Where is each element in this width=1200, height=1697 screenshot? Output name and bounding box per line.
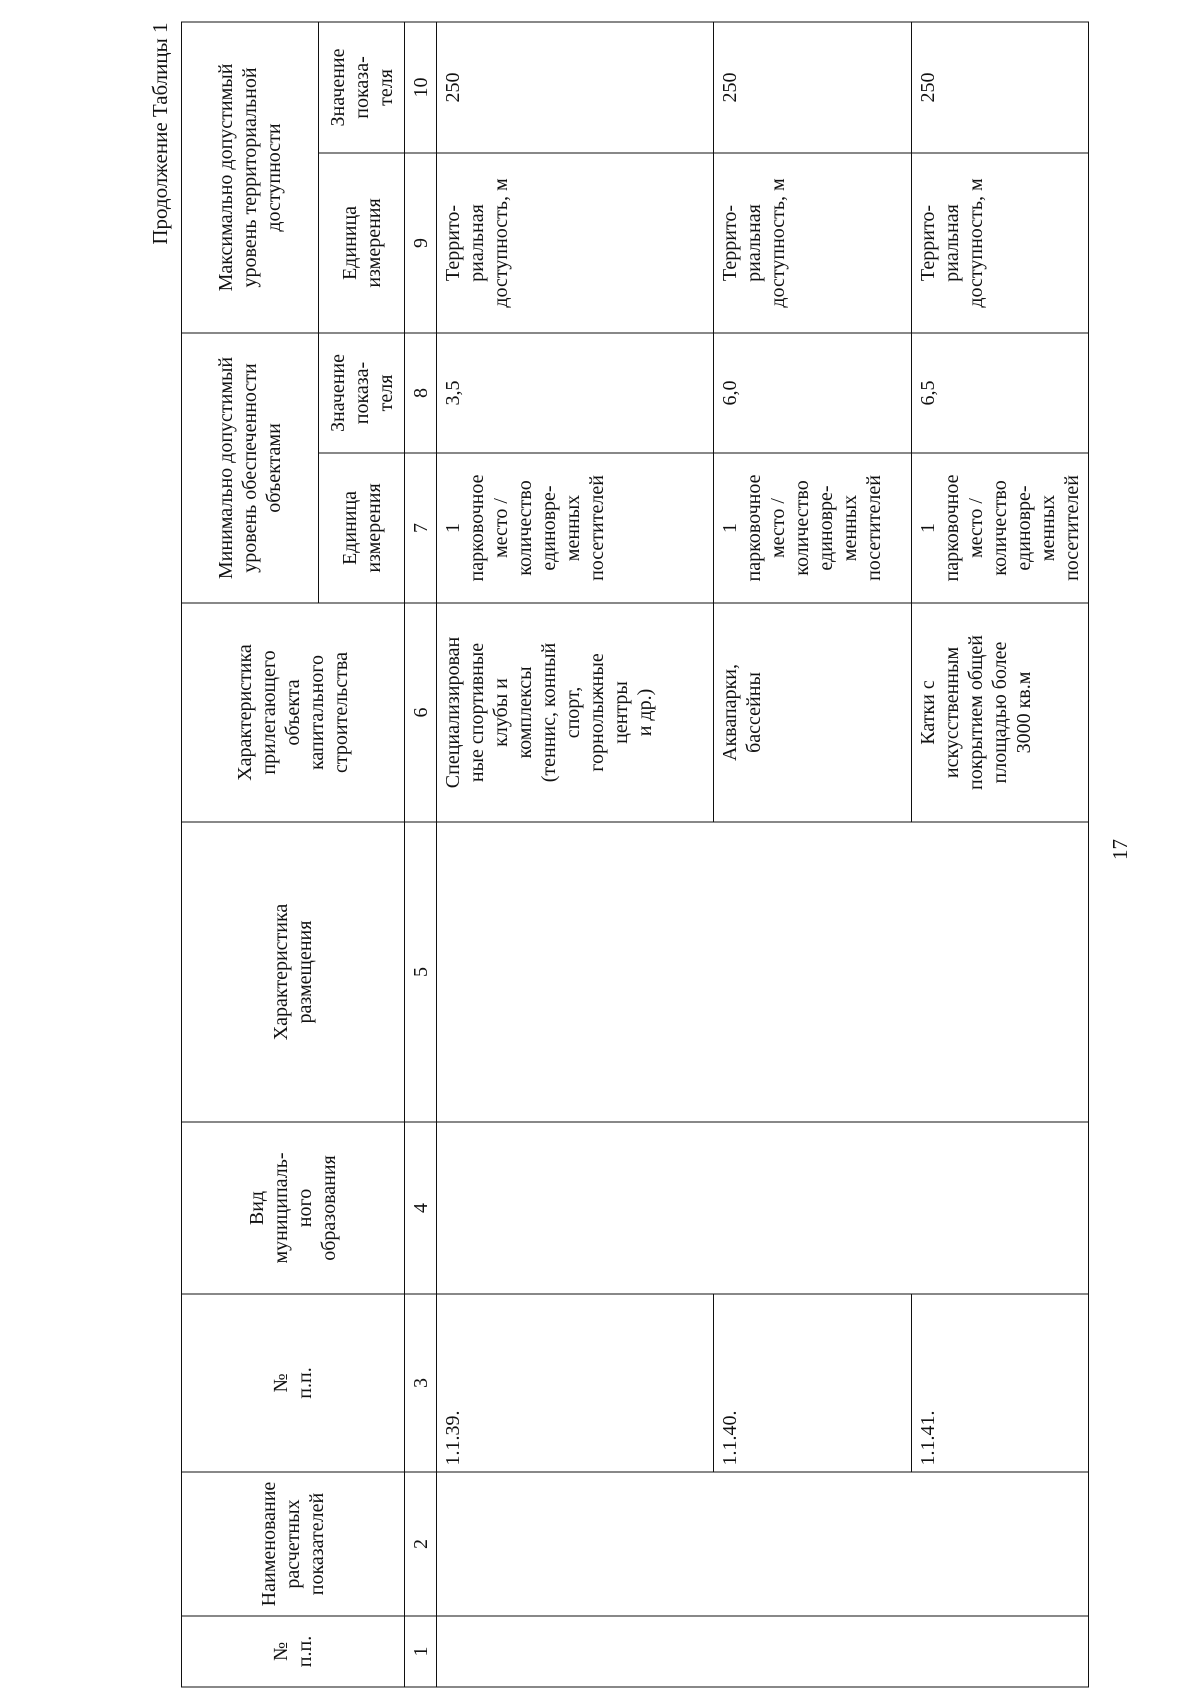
header-group-max	[182, 22, 319, 333]
text-line: Аквапарки,	[719, 664, 741, 761]
text-line: единовре-	[815, 485, 837, 571]
standards-table	[181, 21, 1089, 1687]
header-col4	[182, 1122, 405, 1294]
max-value: 250	[714, 22, 912, 153]
text-line: доступность, м	[767, 178, 789, 308]
text-line: расчетных	[282, 1499, 304, 1589]
text-line: парковочное	[743, 474, 765, 582]
text-line: объекта	[282, 679, 304, 746]
max-value: 250	[912, 22, 1089, 153]
col-number: 9	[405, 153, 437, 333]
text-line: Катки с	[917, 680, 939, 745]
text-line: измерения	[362, 483, 385, 573]
min-unit	[912, 453, 1089, 603]
text-line: риальная	[466, 204, 488, 282]
text-line: место /	[965, 498, 987, 558]
text-line: Минимально допустимый	[215, 356, 237, 580]
text-line: измерения	[362, 198, 385, 288]
text-line: 1	[917, 523, 939, 533]
header-col3	[182, 1294, 405, 1472]
text-line: Террито-	[719, 204, 741, 282]
text-line: спорт,	[562, 686, 584, 739]
min-value: 6,5	[912, 333, 1089, 453]
text-line: (теннис, конный	[538, 642, 560, 783]
text-line: Террито-	[917, 204, 939, 282]
text-line: №	[270, 1373, 292, 1393]
col-number: 4	[405, 1122, 437, 1294]
text-line: 1	[719, 523, 741, 533]
text-line: искусственным	[941, 646, 963, 779]
header-col6	[182, 603, 405, 822]
max-unit	[714, 153, 912, 333]
text-line: п.п.	[294, 1635, 316, 1668]
text-line: ные спортивные	[466, 642, 488, 783]
cell-empty-col4	[437, 1122, 1089, 1294]
text-line: парковочное	[941, 474, 963, 582]
max-unit	[437, 153, 714, 333]
col-number: 3	[405, 1294, 437, 1472]
text-line: Наименование	[258, 1481, 280, 1607]
text-line: парковочное	[466, 474, 488, 582]
text-line: Единица	[338, 205, 361, 281]
text-line: комплексы	[514, 666, 536, 759]
text-line: строительства	[330, 652, 352, 773]
col-number: 7	[405, 453, 437, 603]
object-characteristic	[437, 603, 714, 822]
header-max-value	[319, 22, 405, 153]
cell-empty-col1	[437, 1616, 1089, 1687]
text-line: клубы и	[490, 678, 512, 747]
min-value: 3,5	[437, 333, 714, 453]
text-line: показателей	[306, 1492, 328, 1596]
text-line: место /	[767, 498, 789, 558]
text-line: объектами	[263, 423, 285, 513]
text-line: уровень территориальной	[239, 67, 261, 288]
row-number: 1.1.39.	[437, 1294, 714, 1472]
text-line: и др.)	[634, 688, 656, 737]
text-line: показа-	[350, 56, 373, 119]
text-line: единовре-	[538, 485, 560, 571]
text-line: менных	[839, 494, 861, 562]
max-value: 250	[437, 22, 714, 153]
text-line: прилегающего	[258, 650, 280, 775]
text-line: посетителей	[863, 475, 885, 581]
text-line: п.п.	[294, 1367, 316, 1399]
text-line: уровень обеспеченности	[239, 363, 261, 573]
text-line: теля	[374, 69, 397, 106]
col-number: 1	[405, 1616, 437, 1687]
text-line: доступности	[263, 123, 285, 232]
max-unit	[912, 153, 1089, 333]
text-line: показа-	[350, 361, 373, 425]
col-number: 10	[405, 22, 437, 153]
text-line: муниципаль-	[270, 1152, 292, 1264]
column-number-row	[405, 22, 437, 1687]
text-line: ного	[294, 1188, 316, 1228]
text-line: менных	[562, 494, 584, 562]
header-group-min	[182, 333, 319, 603]
text-line: посетителей	[586, 475, 608, 581]
header-max-unit	[319, 153, 405, 333]
text-line: размещения	[294, 920, 316, 1024]
text-line: 1	[442, 523, 464, 533]
text-line: посетителей	[1061, 475, 1083, 581]
object-characteristic	[714, 603, 912, 822]
text-line: единовре-	[1013, 485, 1035, 571]
text-line: Специализирован	[442, 636, 464, 789]
text-line: менных	[1037, 494, 1059, 562]
text-line: теля	[374, 374, 397, 412]
table-caption: Продолжение Таблицы 1	[148, 22, 172, 245]
text-line: количество	[514, 480, 536, 576]
cell-empty-col5	[437, 822, 1089, 1122]
col-number: 5	[405, 822, 437, 1122]
text-line: количество	[989, 480, 1011, 576]
text-line: №	[270, 1641, 292, 1662]
text-line: место /	[490, 498, 512, 558]
object-characteristic	[912, 603, 1089, 822]
col-number: 2	[405, 1472, 437, 1616]
text-line: риальная	[941, 204, 963, 282]
min-value: 6,0	[714, 333, 912, 453]
text-line: Значение	[326, 353, 349, 433]
header-col5	[182, 822, 405, 1122]
header-min-unit	[319, 453, 405, 603]
text-line: центры	[610, 681, 632, 744]
header-col2	[182, 1472, 405, 1616]
text-line: Значение	[326, 48, 349, 127]
text-line: Характеристика	[270, 903, 292, 1041]
text-line: капитального	[306, 655, 328, 770]
col-number: 8	[405, 333, 437, 453]
text-line: количество	[791, 480, 813, 576]
text-line: Единица	[338, 490, 361, 566]
text-line: бассейны	[743, 672, 765, 753]
header-min-value	[319, 333, 405, 453]
text-line: Вид	[246, 1190, 268, 1226]
text-line: Максимально допустимый	[215, 63, 237, 292]
min-unit	[437, 453, 714, 603]
text-line: образования	[318, 1155, 340, 1261]
text-line: доступность, м	[965, 178, 987, 308]
cell-empty-col2	[437, 1472, 1089, 1616]
min-unit	[714, 453, 912, 603]
text-line: 3000 кв.м	[1013, 671, 1035, 754]
header-col1	[182, 1616, 405, 1687]
col-number: 6	[405, 603, 437, 822]
header-row-1	[182, 22, 319, 1687]
table-row	[437, 22, 714, 1687]
text-line: доступность, м	[490, 178, 512, 308]
text-line: Террито-	[442, 204, 464, 282]
text-line: риальная	[743, 204, 765, 282]
text-line: покрытием общей	[965, 635, 987, 790]
row-number: 1.1.40.	[714, 1294, 912, 1472]
text-line: горнолыжные	[586, 653, 608, 772]
row-number: 1.1.41.	[912, 1294, 1089, 1472]
page-number: 17	[1108, 839, 1132, 860]
text-line: площадью более	[989, 641, 1011, 784]
text-line: Характеристика	[234, 644, 256, 781]
